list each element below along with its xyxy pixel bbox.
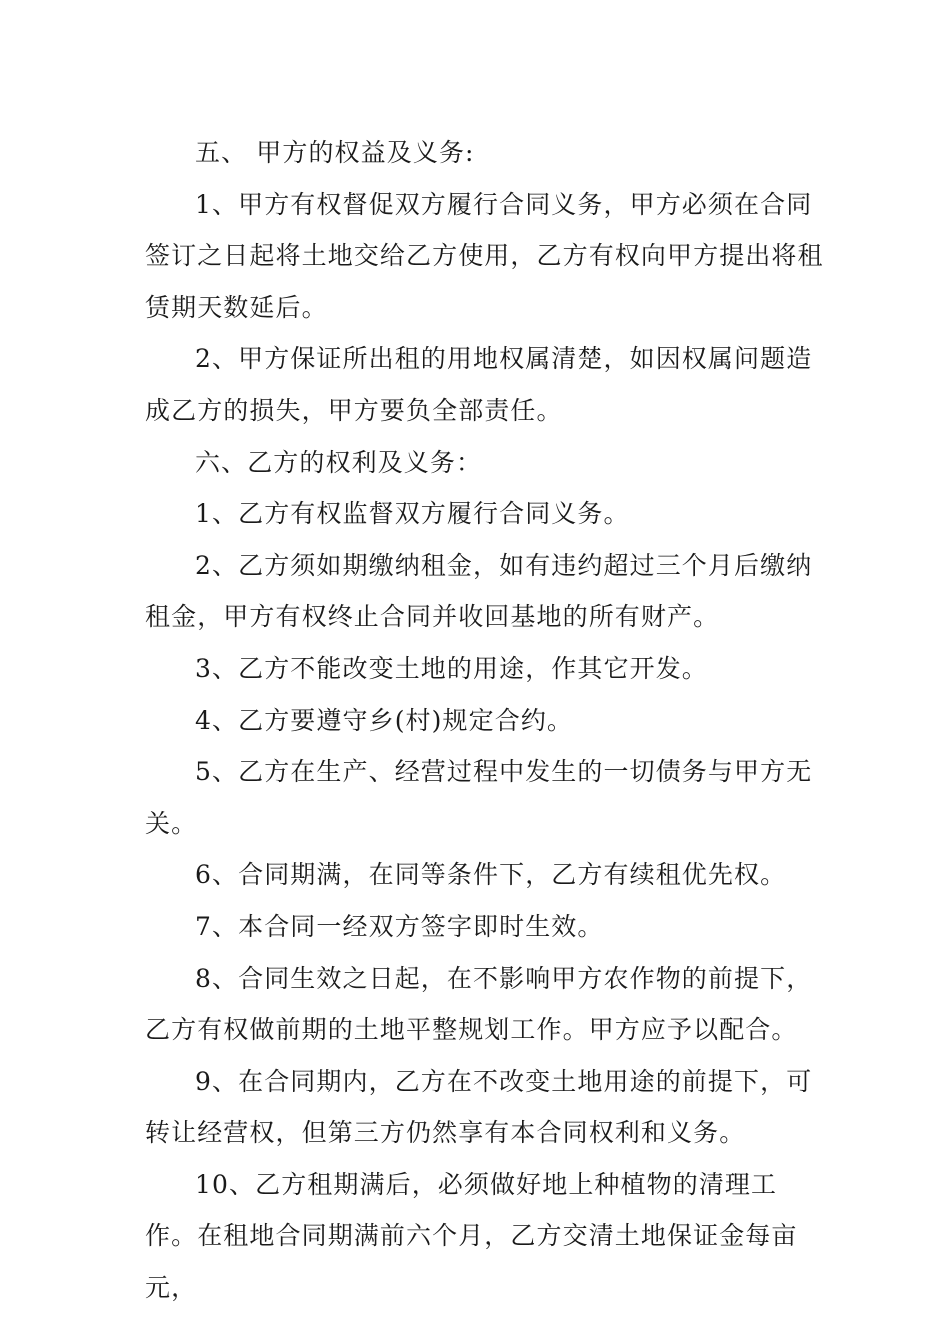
clause-b-8: 8、合同生效之日起，在不影响甲方农作物的前提下，乙方有权做前期的土地平整规划工作。甲方应予以配合。 (145, 963, 813, 1045)
clause-b-7: 7、本合同一经双方签字即时生效。 (195, 911, 604, 941)
clause-b-10: 10、乙方租期满后，必须做好地上种植物的清理工作。在租地合同期满前六个月，乙方交清土地保证金每亩元， (145, 1169, 798, 1303)
clause-b-2: 2、乙方须如期缴纳租金，如有违约超过三个月后缴纳租金，甲方有权终止合同并收回基地的所有财产。 (145, 550, 813, 632)
document-body (145, 127, 825, 1314)
clause-b-1: 1、乙方有权监督双方履行合同义务。 (195, 499, 630, 529)
clause-b-6: 6、合同期满，在同等条件下，乙方有续租优先权。 (195, 860, 787, 890)
clause-a-1: 1、甲方有权督促双方履行合同义务，甲方必须在合同签订之日起将土地交给乙方使用，乙方有权向甲方提出将租赁期天数延后。 (145, 189, 824, 322)
clause-a-2: 2、甲方保证所出租的用地权属清楚，如因权属问题造成乙方的损失，甲方要负全部责任。 (145, 344, 813, 425)
clause-b-9: 9、在合同期内，乙方在不改变土地用途的前提下，可转让经营权，但第三方仍然享有本合同权利和义务。 (145, 1066, 813, 1148)
section-heading-party-a: 五、 甲方的权益及义务: (195, 138, 475, 167)
clause-b-3: 3、乙方不能改变土地的用途，作其它开发。 (195, 653, 708, 683)
clause-b-4: 4、乙方要遵守乡(村)规定合约。 (195, 705, 574, 735)
section-heading-party-b: 六、乙方的权利及义务： (195, 447, 483, 477)
clause-b-5: 5、乙方在生产、经营过程中发生的一切债务与甲方无关。 (145, 757, 813, 838)
